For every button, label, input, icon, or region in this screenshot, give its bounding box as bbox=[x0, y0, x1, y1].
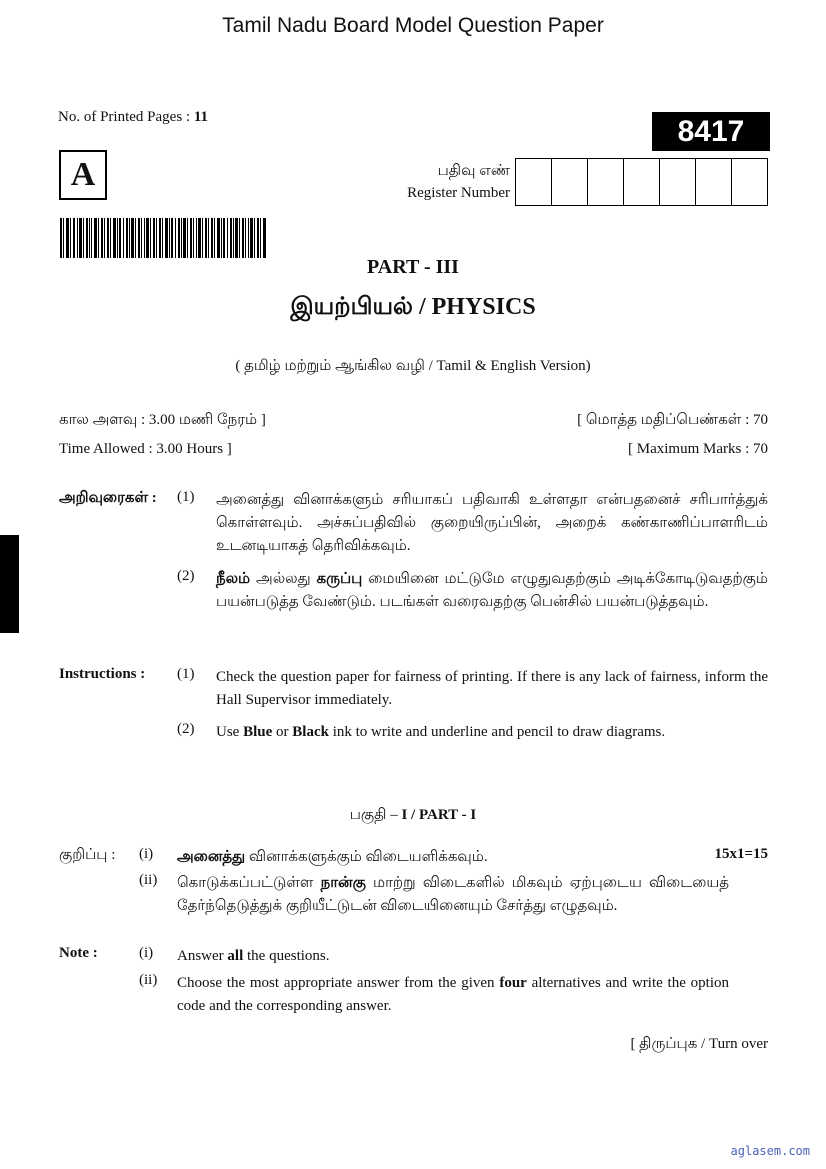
time-marks-tamil bbox=[59, 411, 768, 430]
register-digit-cell[interactable] bbox=[624, 159, 660, 205]
register-digit-cell[interactable] bbox=[732, 159, 767, 205]
instruction-english-number: (2) bbox=[177, 721, 195, 737]
instruction-text-part: or bbox=[272, 724, 293, 740]
watermark-link[interactable]: aglasem.com bbox=[730, 1144, 810, 1158]
note-tamil-text bbox=[177, 846, 617, 869]
instruction-text-part: Use bbox=[216, 724, 244, 740]
note-bold-word: all bbox=[227, 948, 244, 964]
note-text-part: Choose the most appropriate answer from the given bbox=[177, 975, 500, 991]
turn-over-note: [ திருப்புக / Turn over bbox=[630, 1036, 768, 1052]
side-margin-bar bbox=[0, 535, 19, 633]
note-tamil-number: (i) bbox=[139, 846, 154, 862]
note-tamil-number: (ii) bbox=[139, 872, 158, 888]
paper-code: 8417 bbox=[652, 112, 770, 151]
instruction-text-part: அல்லது bbox=[250, 571, 317, 587]
instruction-english-text bbox=[216, 721, 768, 744]
subject-title-english: PHYSICS bbox=[431, 294, 536, 320]
instruction-tamil-text: அனைத்து வினாக்களும் சரியாகப் பதிவாகி உள்ளதா என்பதனைச் சரிபார்த்துக் கொள்ளவும். அச்சுப்பதிவில் குறையிருப்பின், அறைக் கண்காணிப்பாளரிடம் உடனடியாகத் தெரிவிக்கவும். bbox=[216, 492, 768, 554]
register-digit-cell[interactable] bbox=[516, 159, 552, 205]
page-header-title: Tamil Nadu Board Model Question Paper bbox=[222, 14, 604, 37]
max-marks-english: [ Maximum Marks : 70 bbox=[628, 441, 768, 457]
register-number-label bbox=[360, 160, 510, 204]
register-digit-cell[interactable] bbox=[552, 159, 588, 205]
max-marks-tamil: [ மொத்த மதிப்பெண்கள் : 70 bbox=[577, 412, 768, 428]
note-english-label: Note : bbox=[59, 945, 98, 961]
time-allowed-english: Time Allowed : 3.00 Hours ] bbox=[59, 441, 232, 457]
register-digit-cell[interactable] bbox=[696, 159, 732, 205]
register-number-grid[interactable] bbox=[515, 158, 768, 206]
note-text-part: Answer bbox=[177, 948, 228, 964]
subject-title bbox=[0, 294, 826, 323]
printed-pages-label: No. of Printed Pages : bbox=[58, 109, 194, 125]
note-tamil-label: குறிப்பு : bbox=[59, 847, 116, 863]
instruction-tamil-number: (2) bbox=[177, 568, 195, 584]
instruction-bold-blue: Blue bbox=[243, 724, 273, 740]
instruction-tamil-text bbox=[216, 568, 768, 614]
note-english-text bbox=[177, 972, 729, 1018]
note-tamil-text bbox=[177, 872, 729, 918]
instruction-bold-black: Black bbox=[292, 724, 329, 740]
register-label-english: Register Number bbox=[407, 185, 510, 201]
note-english-number: (ii) bbox=[139, 972, 158, 988]
instruction-tamil-number: (1) bbox=[177, 489, 195, 505]
instructions-tamil-label: அறிவுரைகள் : bbox=[59, 490, 157, 506]
note-bold-word: four bbox=[499, 975, 527, 991]
note-text-part: கொடுக்கப்பட்டுள்ள bbox=[177, 875, 321, 891]
printed-pages bbox=[58, 109, 208, 126]
note-text-part: மாற்று விடைகளில் மிகவும் ஏற்புடைய விடையைத் தேர்ந்தெடுத்துக் குறியீட்டுடன் விடையினையும் சேர்த்து எழுதவும். bbox=[177, 875, 729, 914]
note-bold-word: அனைத்து bbox=[177, 849, 246, 865]
register-digit-cell[interactable] bbox=[588, 159, 624, 205]
note-text-part: the questions. bbox=[243, 948, 330, 964]
section-heading-english: I / PART - I bbox=[401, 807, 477, 823]
subject-title-tamil: இயற்பியல் / bbox=[290, 294, 432, 320]
section-heading bbox=[0, 806, 826, 825]
register-label-tamil: பதிவு எண் bbox=[437, 163, 510, 179]
time-marks-english bbox=[59, 441, 768, 458]
instruction-english-number: (1) bbox=[177, 666, 195, 682]
instruction-text-part: ink to write and underline and pencil to draw diagrams. bbox=[328, 724, 666, 740]
part-title: PART - III bbox=[367, 256, 459, 278]
note-english-text bbox=[177, 945, 729, 968]
instruction-text-part: மையினை மட்டுமே எழுதுவதற்கும் அடிக்கோடிடுவதற்கும் பயன்படுத்த வேண்டும். படங்கள் வரைவதற்கு பென்சில் பயன்படுத்தவும். bbox=[216, 571, 768, 610]
register-digit-cell[interactable] bbox=[660, 159, 696, 205]
version-line: ( தமிழ் மற்றும் ஆங்கில வழி / Tamil & English Version) bbox=[235, 358, 591, 374]
instruction-bold-blue: நீலம் bbox=[216, 571, 251, 587]
note-bold-word: நான்கு bbox=[320, 875, 366, 891]
series-box: A bbox=[59, 150, 107, 200]
instruction-english-text: Check the question paper for fairness of printing. If there is any lack of fairness, inform the Hall Supervisor immediately. bbox=[216, 669, 768, 708]
note-text-part: alternatives and write the option code and the corresponding answer. bbox=[177, 975, 729, 1014]
note-text-part: வினாக்களுக்கும் விடையளிக்கவும். bbox=[245, 849, 488, 865]
instruction-bold-black: கருப்பு bbox=[316, 571, 363, 587]
section-heading-tamil: பகுதி – bbox=[349, 807, 402, 823]
section-marks: 15x1=15 bbox=[714, 846, 768, 862]
note-english-number: (i) bbox=[139, 945, 154, 961]
printed-pages-value: 11 bbox=[193, 109, 209, 125]
barcode-image bbox=[60, 218, 266, 258]
instructions-english-label: Instructions : bbox=[59, 666, 146, 682]
time-allowed-tamil: கால அளவு : 3.00 மணி நேரம் ] bbox=[59, 412, 266, 428]
